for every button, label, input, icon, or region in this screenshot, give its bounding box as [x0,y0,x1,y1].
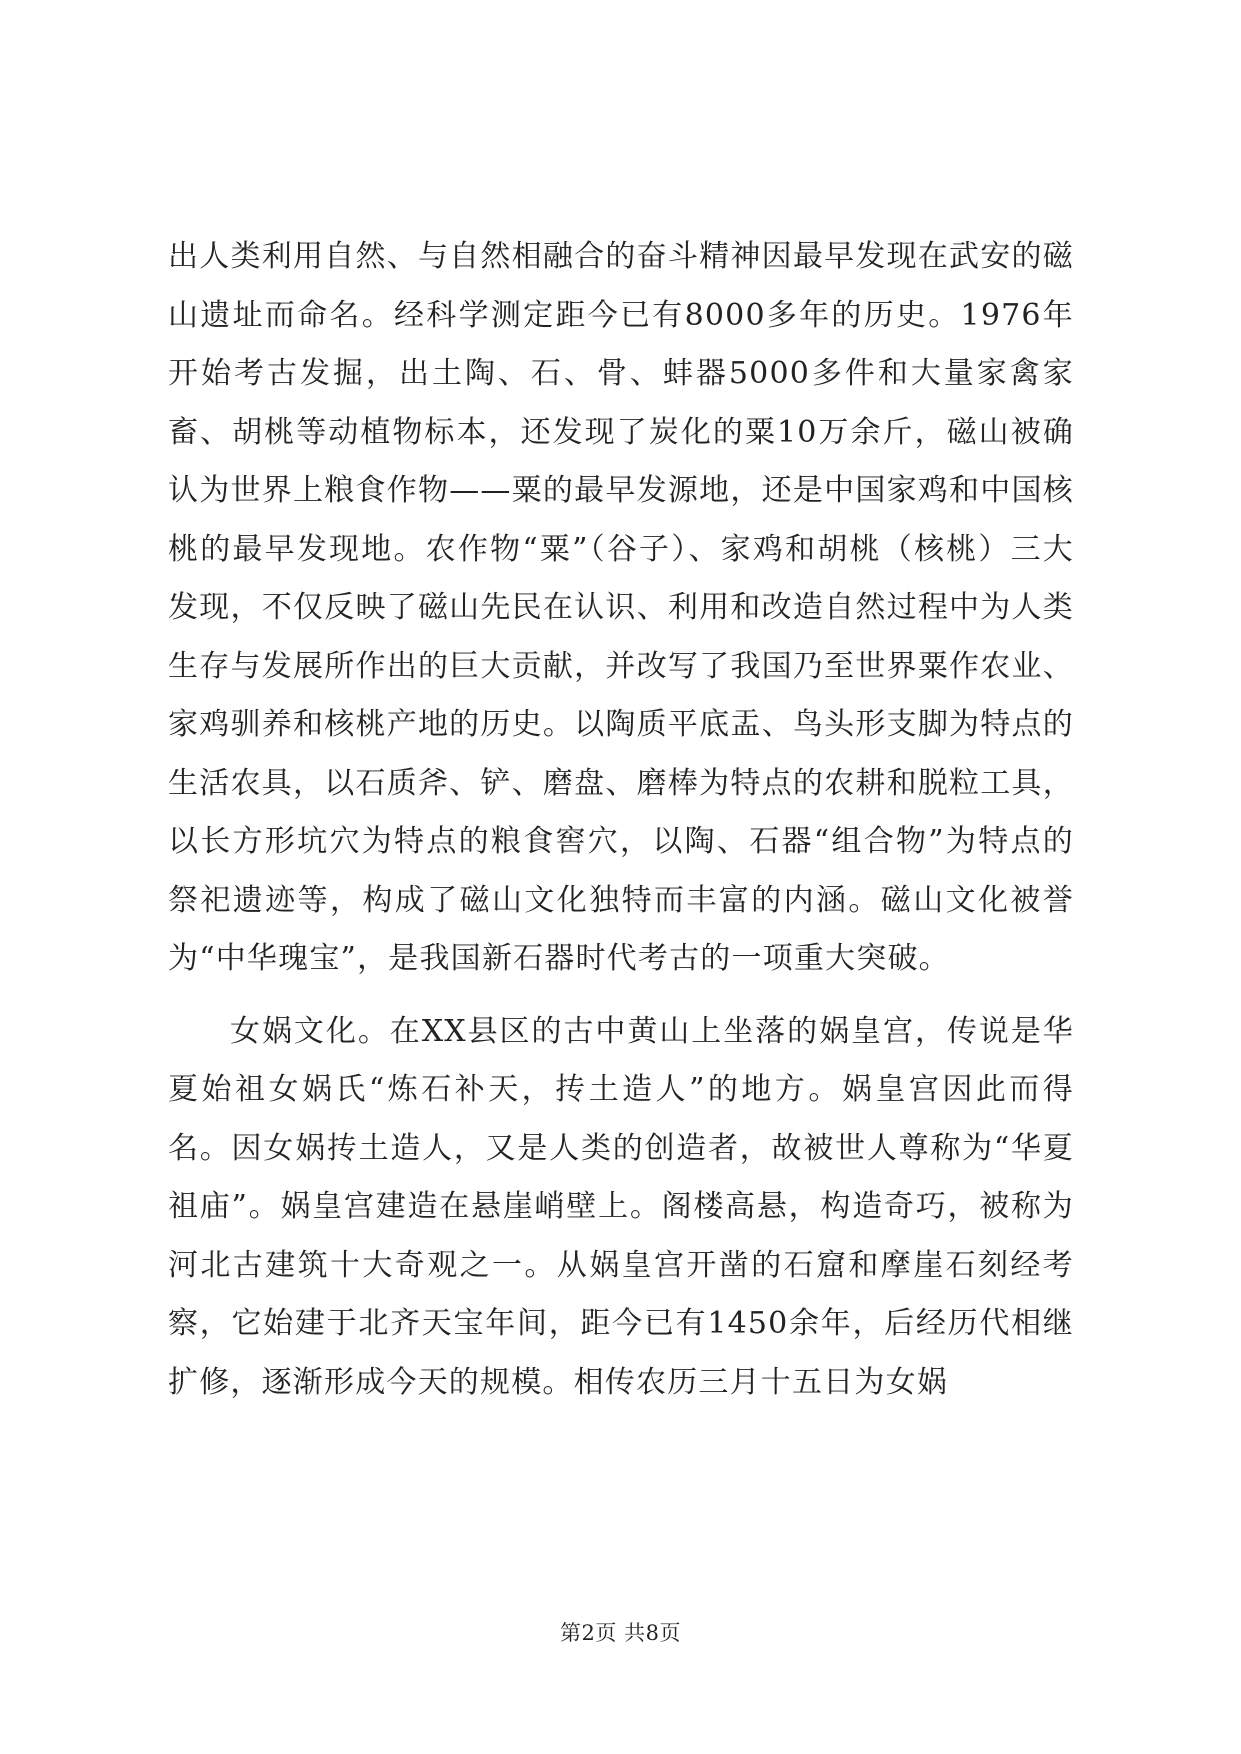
paragraph-cishan-culture: 出人类利用自然、与自然相融合的奋斗精神因最早发现在武安的磁山遗址而命名。经科学测定距今已有8000多年的历史。1976年开始考古发掘，出土陶、石、骨、蚌器5000多件和大量家禽家畜、胡桃等动植物标本，还发现了炭化的粟10万余斤，磁山被确认为世界上粮食作物——粟的最早发源地，还是中国家鸡和中国核桃的最早发现地。农作物“粟”（谷子）、家鸡和胡桃（核桃）三大发现，不仅反映了磁山先民在认识、利用和改造自然过程中为人类生存与发展所作出的巨大贡献，并改写了我国乃至世界粟作农业、家鸡驯养和核桃产地的历史。以陶质平底盂、鸟头形支脚为特点的生活农具，以石质斧、铲、磨盘、磨棒为特点的农耕和脱粒工具，以长方形坑穴为特点的粮食窖穴，以陶、石器“组合物”为特点的祭祀遗迹等，构成了磁山文化独特而丰富的内涵。磁山文化被誉为“中华瑰宝”，是我国新石器时代考古的一项重大突破。 [168,239,1074,976]
page-footer: 第2页 共8页 [560,1621,681,1645]
paragraph-nuwa-culture: 女娲文化。在XX县区的古中黄山上坐落的娲皇宫，传说是华夏始祖女娲氏“炼石补天，抟土造人”的地方。娲皇宫因此而得名。因女娲抟土造人，又是人类的创造者，故被世人尊称为“华夏祖庙”。娲皇宫建造在悬崖峭壁上。阁楼高悬，构造奇巧，被称为河北古建筑十大奇观之一。从娲皇宫开凿的石窟和摩崖石刻经考察，它始建于北齐天宝年间，距今已有1450余年，后经历代相继扩修，逐渐形成今天的规模。相传农历三月十五日为女娲 [168,1013,1074,1400]
document-body [168,228,1074,1412]
